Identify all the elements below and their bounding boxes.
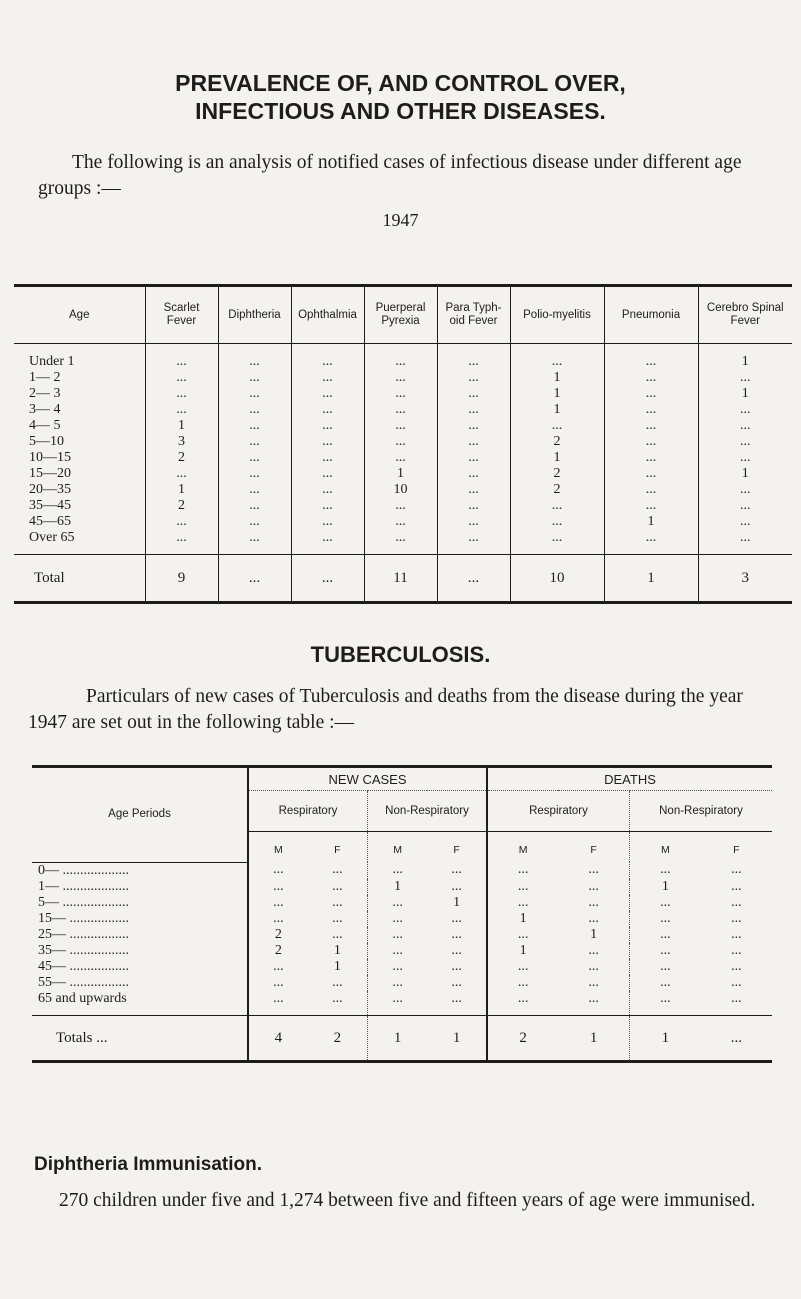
new-cases-header: NEW CASES	[248, 767, 487, 791]
male-header: M	[248, 832, 308, 863]
tb-count-cell: ...	[629, 943, 700, 959]
notified-header-3: Ophthalmia	[291, 286, 364, 344]
age-group-cell: 35—45	[29, 498, 71, 513]
table-row	[14, 466, 792, 482]
tb-count-cell: 1	[368, 879, 428, 895]
table-row	[14, 370, 792, 386]
case-count-cell: ...	[437, 386, 510, 402]
case-count-cell: 1	[510, 450, 604, 466]
tb-count-cell: ...	[332, 910, 343, 926]
immunisation-text: 270 children under five and 1,274 between five and fifteen years of age were immunised.	[59, 1190, 756, 1211]
case-count-cell: ...	[364, 386, 437, 402]
case-count-cell: ...	[218, 370, 291, 386]
totals-cell: 2	[308, 1015, 368, 1061]
case-count-cell: 1	[604, 514, 698, 530]
case-count-cell: ...	[437, 434, 510, 450]
tb-count-cell: 1	[487, 943, 558, 959]
age-group-cell: Under 1	[29, 354, 75, 369]
case-count-cell: ...	[218, 386, 291, 402]
notified-header-row	[14, 286, 792, 344]
case-count-cell: ...	[364, 370, 437, 386]
total-cell: 3	[698, 555, 792, 603]
table-row	[14, 434, 792, 450]
tb-count-cell: ...	[248, 959, 308, 975]
notified-header-8: Cerebro Spinal Fever	[698, 286, 792, 344]
case-count-cell: ...	[291, 402, 364, 418]
age-period-cell: 35— .................	[38, 942, 129, 958]
tb-count-cell: 1	[487, 911, 558, 927]
tb-count-cell: ...	[731, 878, 742, 894]
tb-count-cell: ...	[588, 910, 599, 926]
case-count-cell: ...	[291, 450, 364, 466]
female-header: F	[733, 843, 740, 856]
tb-count-cell: ...	[451, 862, 462, 878]
case-count-cell: ...	[218, 530, 291, 555]
case-count-cell: ...	[291, 370, 364, 386]
table-row	[14, 498, 792, 514]
case-count-cell: ...	[698, 482, 792, 498]
age-group-cell: Over 65	[29, 530, 75, 545]
case-count-cell: ...	[698, 530, 792, 555]
case-count-cell: ...	[218, 514, 291, 530]
tb-count-cell: ...	[629, 991, 700, 1016]
tb-count-cell: ...	[248, 911, 308, 927]
table-row	[32, 975, 772, 991]
case-count-cell: ...	[145, 370, 218, 386]
notified-header-6: Polio-myelitis	[510, 286, 604, 344]
deaths-non-respiratory-header: Non-Respiratory	[629, 791, 772, 832]
total-cell: ...	[291, 555, 364, 603]
tb-count-cell: ...	[487, 895, 558, 911]
age-period-cell: 25— .................	[38, 926, 129, 942]
tb-count-cell: ...	[629, 862, 700, 879]
case-count-cell: ...	[510, 530, 604, 555]
case-count-cell: ...	[437, 466, 510, 482]
tb-count-cell: ...	[588, 894, 599, 910]
notified-header-0: Age	[14, 286, 145, 344]
tb-count-cell: ...	[332, 990, 343, 1006]
age-group-cell: 1— 2	[29, 370, 61, 385]
tb-count-cell: ...	[629, 911, 700, 927]
tb-count-cell: ...	[731, 926, 742, 942]
table-row	[32, 911, 772, 927]
total-label: Total	[14, 555, 145, 603]
total-cell: 11	[364, 555, 437, 603]
age-group-cell: 4— 5	[29, 418, 61, 433]
case-count-cell: ...	[145, 466, 218, 482]
table-row	[14, 402, 792, 418]
total-cell: 9	[145, 555, 218, 603]
totals-cell: 1	[368, 1015, 428, 1061]
tb-count-cell: ...	[332, 894, 343, 910]
new-respiratory-header: Respiratory	[248, 791, 368, 832]
case-count-cell: 2	[510, 466, 604, 482]
notified-header-5: Para Typh-oid Fever	[437, 286, 510, 344]
case-count-cell: ...	[364, 514, 437, 530]
case-count-cell: ...	[510, 498, 604, 514]
case-count-cell: 1	[510, 402, 604, 418]
male-header: M	[629, 832, 700, 863]
case-count-cell: ...	[291, 434, 364, 450]
age-group-cell: 5—10	[29, 434, 64, 449]
case-count-cell: ...	[437, 402, 510, 418]
page-title-line-2: INFECTIOUS AND OTHER DISEASES.	[195, 98, 606, 124]
case-count-cell: ...	[698, 402, 792, 418]
tb-count-cell: ...	[451, 990, 462, 1006]
deaths-header: DEATHS	[487, 767, 772, 791]
case-count-cell: 3	[145, 434, 218, 450]
female-header: F	[590, 843, 597, 856]
table-row	[14, 530, 792, 555]
case-count-cell: ...	[437, 370, 510, 386]
age-group-cell: 15—20	[29, 466, 71, 481]
tb-count-cell: 2	[248, 943, 308, 959]
age-period-cell: 65 and upwards	[38, 990, 127, 1006]
case-count-cell: ...	[218, 418, 291, 434]
notified-header-1: Scarlet Fever	[145, 286, 218, 344]
tb-count-cell: ...	[629, 975, 700, 991]
table-row	[32, 927, 772, 943]
total-cell: 1	[604, 555, 698, 603]
case-count-cell: ...	[291, 418, 364, 434]
notified-cases-table	[14, 284, 792, 604]
case-count-cell: ...	[291, 344, 364, 371]
case-count-cell: 1	[145, 418, 218, 434]
case-count-cell: ...	[364, 402, 437, 418]
case-count-cell: ...	[437, 530, 510, 555]
totals-cell: 1	[629, 1015, 700, 1061]
table-row	[32, 943, 772, 959]
case-count-cell: ...	[145, 402, 218, 418]
case-count-cell: ...	[364, 498, 437, 514]
table-row	[32, 895, 772, 911]
case-count-cell: ...	[218, 434, 291, 450]
case-count-cell: ...	[145, 344, 218, 371]
tb-count-cell: ...	[332, 926, 343, 942]
tb-count-cell: ...	[368, 991, 428, 1016]
tuberculosis-intro: Particulars of new cases of Tuberculosis and deaths from the disease during the year 1947 are set out in the following table :—	[28, 686, 743, 733]
female-header: F	[334, 843, 341, 856]
case-count-cell: ...	[604, 344, 698, 371]
case-count-cell: ...	[218, 466, 291, 482]
case-count-cell: ...	[510, 514, 604, 530]
case-count-cell: ...	[145, 530, 218, 555]
tb-count-cell: 2	[248, 927, 308, 943]
tuberculosis-heading: TUBERCULOSIS.	[310, 642, 491, 667]
tb-count-cell: ...	[368, 927, 428, 943]
case-count-cell: ...	[218, 482, 291, 498]
case-count-cell: ...	[291, 514, 364, 530]
case-count-cell: ...	[437, 514, 510, 530]
tb-count-cell: ...	[588, 974, 599, 990]
tb-count-cell: ...	[332, 974, 343, 990]
tb-count-cell: ...	[332, 878, 343, 894]
age-period-cell: 1— ...................	[38, 878, 129, 894]
page-title-line-1: PREVALENCE OF, AND CONTROL OVER,	[175, 70, 626, 96]
tb-count-cell: ...	[487, 991, 558, 1016]
tb-count-cell: 1	[333, 958, 341, 974]
case-count-cell: ...	[145, 386, 218, 402]
tb-count-cell: ...	[487, 959, 558, 975]
tb-count-cell: ...	[731, 894, 742, 910]
table-row	[32, 862, 772, 879]
tb-count-cell: ...	[248, 895, 308, 911]
case-count-cell: ...	[604, 466, 698, 482]
tuberculosis-table	[32, 765, 772, 1063]
table-row	[14, 450, 792, 466]
case-count-cell: ...	[510, 418, 604, 434]
total-cell: ...	[437, 555, 510, 603]
case-count-cell: ...	[698, 418, 792, 434]
tb-count-cell: ...	[731, 942, 742, 958]
case-count-cell: ...	[604, 386, 698, 402]
case-count-cell: ...	[364, 434, 437, 450]
case-count-cell: ...	[698, 514, 792, 530]
male-header: M	[368, 832, 428, 863]
tb-count-cell: ...	[451, 926, 462, 942]
notified-header-4: Puerperal Pyrexia	[364, 286, 437, 344]
case-count-cell: ...	[291, 466, 364, 482]
case-count-cell: ...	[291, 530, 364, 555]
tb-count-cell: ...	[629, 927, 700, 943]
case-count-cell: ...	[437, 450, 510, 466]
case-count-cell: ...	[364, 450, 437, 466]
tb-count-cell: ...	[368, 862, 428, 879]
case-count-cell: ...	[218, 344, 291, 371]
case-count-cell: ...	[291, 386, 364, 402]
totals-row	[32, 1015, 772, 1061]
case-count-cell: 1	[698, 466, 792, 482]
case-count-cell: 1	[510, 370, 604, 386]
tb-count-cell: ...	[731, 974, 742, 990]
total-cell: 10	[510, 555, 604, 603]
totals-cell: 2	[487, 1015, 558, 1061]
age-group-cell: 2— 3	[29, 386, 61, 401]
tb-count-cell: ...	[487, 879, 558, 895]
case-count-cell: ...	[291, 498, 364, 514]
case-count-cell: ...	[604, 418, 698, 434]
tb-count-cell: ...	[588, 958, 599, 974]
table-row	[14, 344, 792, 371]
notified-header-2: Diphtheria	[218, 286, 291, 344]
tb-count-cell: ...	[731, 910, 742, 926]
total-cell: ...	[218, 555, 291, 603]
case-count-cell: 2	[145, 498, 218, 514]
case-count-cell: ...	[698, 370, 792, 386]
tb-count-cell: ...	[629, 959, 700, 975]
total-row	[14, 555, 792, 603]
case-count-cell: ...	[364, 530, 437, 555]
case-count-cell: ...	[698, 498, 792, 514]
table-row	[14, 418, 792, 434]
case-count-cell: ...	[604, 370, 698, 386]
immunisation-heading: Diphtheria Immunisation.	[34, 1154, 263, 1175]
age-group-cell: 10—15	[29, 450, 71, 465]
case-count-cell: ...	[604, 530, 698, 555]
tb-count-cell: ...	[368, 911, 428, 927]
female-header: F	[453, 843, 460, 856]
case-count-cell: 1	[510, 386, 604, 402]
deaths-respiratory-header: Respiratory	[487, 791, 629, 832]
tb-count-cell: ...	[731, 958, 742, 974]
case-count-cell: ...	[364, 418, 437, 434]
tb-count-cell: ...	[451, 878, 462, 894]
case-count-cell: ...	[218, 402, 291, 418]
case-count-cell: 1	[145, 482, 218, 498]
case-count-cell: ...	[604, 434, 698, 450]
tb-count-cell: ...	[451, 958, 462, 974]
tb-count-cell: ...	[588, 990, 599, 1006]
table-row	[32, 879, 772, 895]
case-count-cell: ...	[218, 450, 291, 466]
tb-count-cell: ...	[248, 991, 308, 1016]
tb-count-cell: ...	[451, 942, 462, 958]
tb-count-cell: ...	[731, 862, 742, 878]
tb-count-cell: 1	[453, 894, 461, 910]
case-count-cell: ...	[437, 418, 510, 434]
age-period-cell: 45— .................	[38, 958, 129, 974]
totals-cell: ...	[701, 1015, 772, 1061]
tb-count-cell: ...	[487, 975, 558, 991]
age-group-cell: 3— 4	[29, 402, 61, 417]
case-count-cell: ...	[437, 344, 510, 371]
notified-header-7: Pneumonia	[604, 286, 698, 344]
case-count-cell: ...	[698, 450, 792, 466]
case-count-cell: 1	[698, 386, 792, 402]
tb-count-cell: ...	[588, 942, 599, 958]
tb-count-cell: ...	[248, 862, 308, 879]
table-row	[32, 959, 772, 975]
case-count-cell: ...	[437, 498, 510, 514]
case-count-cell: 10	[364, 482, 437, 498]
age-period-cell: 55— .................	[38, 974, 129, 990]
tb-count-cell: ...	[368, 895, 428, 911]
tb-count-cell: ...	[588, 878, 599, 894]
tb-count-cell: ...	[368, 959, 428, 975]
tb-count-cell: ...	[731, 990, 742, 1006]
case-count-cell: 2	[510, 482, 604, 498]
age-period-cell: 0— ...................	[38, 862, 129, 878]
age-period-cell: 5— ...................	[38, 894, 129, 910]
totals-cell: 1	[427, 1015, 487, 1061]
case-count-cell: 1	[364, 466, 437, 482]
tb-count-cell: 1	[629, 879, 700, 895]
totals-cell: 4	[248, 1015, 308, 1061]
totals-cell: 1	[558, 1015, 629, 1061]
report-year: 1947	[382, 210, 419, 230]
tb-count-cell: ...	[451, 974, 462, 990]
table-row	[14, 514, 792, 530]
totals-label: Totals ...	[32, 1015, 248, 1061]
table-row	[14, 386, 792, 402]
tb-count-cell: ...	[332, 862, 343, 878]
tb-count-cell: ...	[487, 927, 558, 943]
tb-count-cell: ...	[451, 910, 462, 926]
age-group-cell: 45—65	[29, 514, 71, 529]
case-count-cell: ...	[604, 498, 698, 514]
case-count-cell: ...	[698, 434, 792, 450]
tb-count-cell: 1	[590, 926, 598, 942]
case-count-cell: ...	[437, 482, 510, 498]
tb-count-cell: ...	[368, 943, 428, 959]
case-count-cell: ...	[510, 344, 604, 371]
age-period-cell: 15— .................	[38, 910, 129, 926]
age-periods-header: Age Periods	[32, 767, 248, 863]
case-count-cell: 2	[510, 434, 604, 450]
new-non-respiratory-header: Non-Respiratory	[368, 791, 488, 832]
male-header: M	[487, 832, 558, 863]
case-count-cell: 2	[145, 450, 218, 466]
table-row	[14, 482, 792, 498]
case-count-cell: ...	[291, 482, 364, 498]
age-group-cell: 20—35	[29, 482, 71, 497]
case-count-cell: ...	[604, 482, 698, 498]
case-count-cell: ...	[364, 344, 437, 371]
tb-count-cell: ...	[487, 862, 558, 879]
tb-count-cell: ...	[588, 862, 599, 878]
case-count-cell: ...	[218, 498, 291, 514]
case-count-cell: 1	[698, 344, 792, 371]
tb-count-cell: ...	[629, 895, 700, 911]
case-count-cell: ...	[145, 514, 218, 530]
tb-count-cell: ...	[248, 975, 308, 991]
case-count-cell: ...	[604, 402, 698, 418]
tb-count-cell: ...	[368, 975, 428, 991]
intro-paragraph: The following is an analysis of notified cases of infectious disease under different age groups :—	[38, 152, 742, 199]
tb-count-cell: ...	[248, 879, 308, 895]
table-row	[32, 991, 772, 1016]
case-count-cell: ...	[604, 450, 698, 466]
tb-count-cell: 1	[333, 942, 341, 958]
